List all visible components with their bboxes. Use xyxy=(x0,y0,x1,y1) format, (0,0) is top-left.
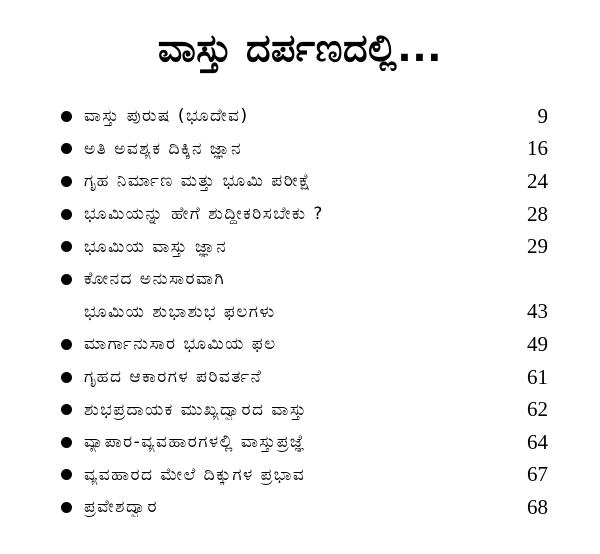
bullet-icon xyxy=(61,111,72,122)
toc-entry-page: 43 xyxy=(527,299,548,324)
bullet-icon xyxy=(61,404,72,415)
toc-entry-label: ವ್ಯವಹಾರದ ಮೇಲೆ ದಿಕ್ಕುಗಳ ಪ್ರಭಾವ xyxy=(84,464,306,485)
toc-entry-page: 68 xyxy=(527,494,548,519)
toc-entry-page: 49 xyxy=(527,331,548,356)
toc-entry-label: ಭೂಮಿಯ ವಾಸ್ತು ಜ್ಞಾನ xyxy=(84,236,228,257)
toc-entry-page: 67 xyxy=(527,462,548,487)
toc-entry xyxy=(58,165,548,198)
toc-entry-label: ಪ್ರವೇಶದ್ವಾರ xyxy=(84,497,158,518)
toc-entry-label: ಭೂಮಿಯ ಶುಭಾಶುಭ ಫಲಗಳು xyxy=(84,301,276,322)
table-of-contents xyxy=(58,100,548,524)
toc-entry xyxy=(58,230,548,263)
toc-entry-label: ಗೃಹದ ಆಕಾರಗಳ ಪರಿವರ್ತನೆ xyxy=(84,367,263,388)
toc-entry-continuation xyxy=(58,296,548,329)
toc-entry-page: 28 xyxy=(527,201,548,226)
bullet-icon xyxy=(61,241,72,252)
toc-entry-page: 24 xyxy=(527,168,548,193)
bullet-icon xyxy=(61,339,72,350)
toc-entry-page: 29 xyxy=(527,234,548,259)
toc-entry-label: ವ್ಯಾಪಾರ-ವ್ಯವಹಾರಗಳಲ್ಲಿ ವಾಸ್ತುಪ್ರಜ್ಞೆ xyxy=(84,432,306,453)
bullet-icon xyxy=(61,469,72,480)
toc-entry xyxy=(58,198,548,231)
bullet-icon xyxy=(61,143,72,154)
toc-entry-page: 9 xyxy=(537,103,548,128)
bullet-icon xyxy=(61,502,72,513)
bullet-icon xyxy=(61,176,72,187)
toc-entry-label: ಭೂಮಿಯನ್ನು ಹೇಗೆ ಶುದ್ಧೀಕರಿಸಬೇಕು ? xyxy=(84,204,324,225)
toc-entry-page: 61 xyxy=(527,364,548,389)
toc-entry-label: ಮಾರ್ಗಾನುಸಾರ ಭೂಮಿಯ ಫಲ xyxy=(84,334,277,355)
bullet-icon xyxy=(61,274,72,285)
bullet-icon xyxy=(61,209,72,220)
toc-entry-label: ಅತಿ ಅವಶ್ಯಕ ದಿಕ್ಕಿನ ಜ್ಞಾನ xyxy=(84,138,243,159)
toc-entry-label: ವಾಸ್ತು ಪುರುಷ (ಭೂದೇವ) xyxy=(84,106,249,127)
toc-entry xyxy=(58,361,548,394)
toc-entry-page: 62 xyxy=(527,397,548,422)
toc-entry xyxy=(58,328,548,361)
toc-entry-label: ಗೃಹ ನಿರ್ಮಾಣ ಮತ್ತು ಭೂಮಿ ಪರೀಕ್ಷೆ xyxy=(84,171,312,192)
toc-entry xyxy=(58,491,548,524)
toc-entry xyxy=(58,133,548,166)
toc-entry xyxy=(58,393,548,426)
toc-entry xyxy=(58,426,548,459)
toc-entry xyxy=(58,100,548,133)
toc-entry-label: ಕೋನದ ಅನುಸಾರವಾಗಿ xyxy=(84,269,226,290)
toc-entry-label: ಶುಭಪ್ರದಾಯಕ ಮುಖ್ಯದ್ವಾರದ ವಾಸ್ತು xyxy=(84,399,308,420)
toc-entry-page: 16 xyxy=(527,136,548,161)
toc-entry-page: 64 xyxy=(527,429,548,454)
bullet-icon xyxy=(61,437,72,448)
bullet-icon xyxy=(61,372,72,383)
page-title: ವಾಸ್ತು ದರ್ಪಣದಲ್ಲಿ... xyxy=(157,26,443,70)
toc-entry xyxy=(58,459,548,492)
toc-entry xyxy=(58,263,548,296)
